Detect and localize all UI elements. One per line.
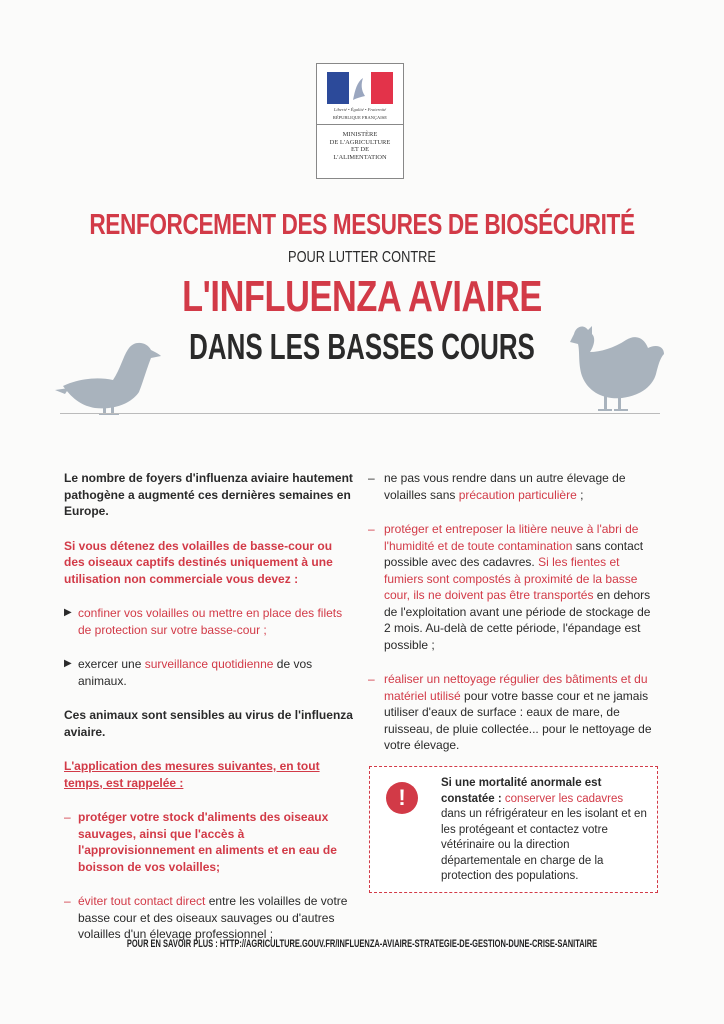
exclamation-icon: ! [386,782,418,814]
marianne-flag-icon [327,72,393,104]
left-column [64,470,356,943]
title-line-2: POUR LUTTER CONTRE [288,249,436,266]
intro-paragraph: Le nombre de foyers d'influenza aviaire hautement pathogène a augmenté ces dernières semaines en Europe. [64,471,353,518]
republic-name: RÉPUBLIQUE FRANÇAISE [332,115,388,120]
title-line-1: RENFORCEMENT DES MESURES DE BIOSÉCURITÉ [89,209,635,241]
list-item: – réaliser un nettoyage régulier des bâtiments et du matériel utilisé pour votre basse cour et ne jamais utiliser d'eaux de surface : eaux de mare, de ruisseau, de pluie collectée... pour le nettoyage de votre élevage. [368,672,652,752]
ministry-name: MINISTÈRE DE L'AGRICULTURE ET DE L'ALIMENTATION [329,131,391,161]
ground-line [60,413,660,414]
sensitivity-paragraph: Ces animaux sont sensibles au virus de l'influenza aviaire. [64,708,353,739]
application-heading: L'application des mesures suivantes, en tout temps, est rappelée : [64,759,320,790]
duck-icon [55,338,170,418]
list-item: ▶ exercer une surveillance quotidienne de vos animaux. [64,657,313,688]
republic-motto: Liberté • Égalité • Fraternité [333,107,387,112]
title-line-4: DANS LES BASSES COURS [189,326,535,367]
owners-paragraph: Si vous détenez des volailles de basse-cour ou des oiseaux captifs destinés uniquement à une utilisation non commerciale vous devez : [64,538,333,586]
title-line-3: L'INFLUENZA AVIAIRE [182,272,542,321]
list-item: – éviter tout contact direct entre les volailles de votre basse cour et des oiseaux sauvages ou d'autres volailles d'un élevage professionnel ; [64,894,348,941]
triangle-bullet-icon: ▶ [64,658,72,669]
footer-link[interactable]: POUR EN SAVOIR PLUS : HTTP://AGRICULTURE.GOUV.FR/INFLUENZA-AVIAIRE-STRATEGIE-DE-GESTION-DUNE-CRISE-SANITAIRE [126,938,598,950]
ministry-logo [316,63,404,179]
list-item: – protéger votre stock d'aliments des oiseaux sauvages, ainsi que l'accès à l'approvisionnement en aliments et en eau de boisson de vos volailles; [64,810,337,874]
hen-icon [560,318,670,418]
right-column [368,470,658,754]
alert-text: Si une mortalité anormale est constatée : conserver les cadavres dans un réfrigérateur en les isolant et en les protégeant et contactez votre vétérinaire ou la direction départementale en charge de la protection des populations. [441,777,647,882]
list-item: – protéger et entreposer la litière neuve à l'abri de l'humidité et de toute contamination sans contact possible avec des cadavres. Si les fientes et fumiers sont compostés à proximité de la basse cour, ils ne doivent pas être transportés en dehors de l'exploitation avant une période de stockage de 2 mois. Au-delà de cette période, l'épandage est possible ; [368,522,651,652]
alert-box [369,766,658,893]
list-item: – ne pas vous rendre dans un autre élevage de volailles sans précaution particulière ; [368,471,626,502]
list-item: ▶ confiner vos volailles ou mettre en place des filets de protection sur votre basse-cour ; [64,606,343,637]
triangle-bullet-icon: ▶ [64,607,72,618]
